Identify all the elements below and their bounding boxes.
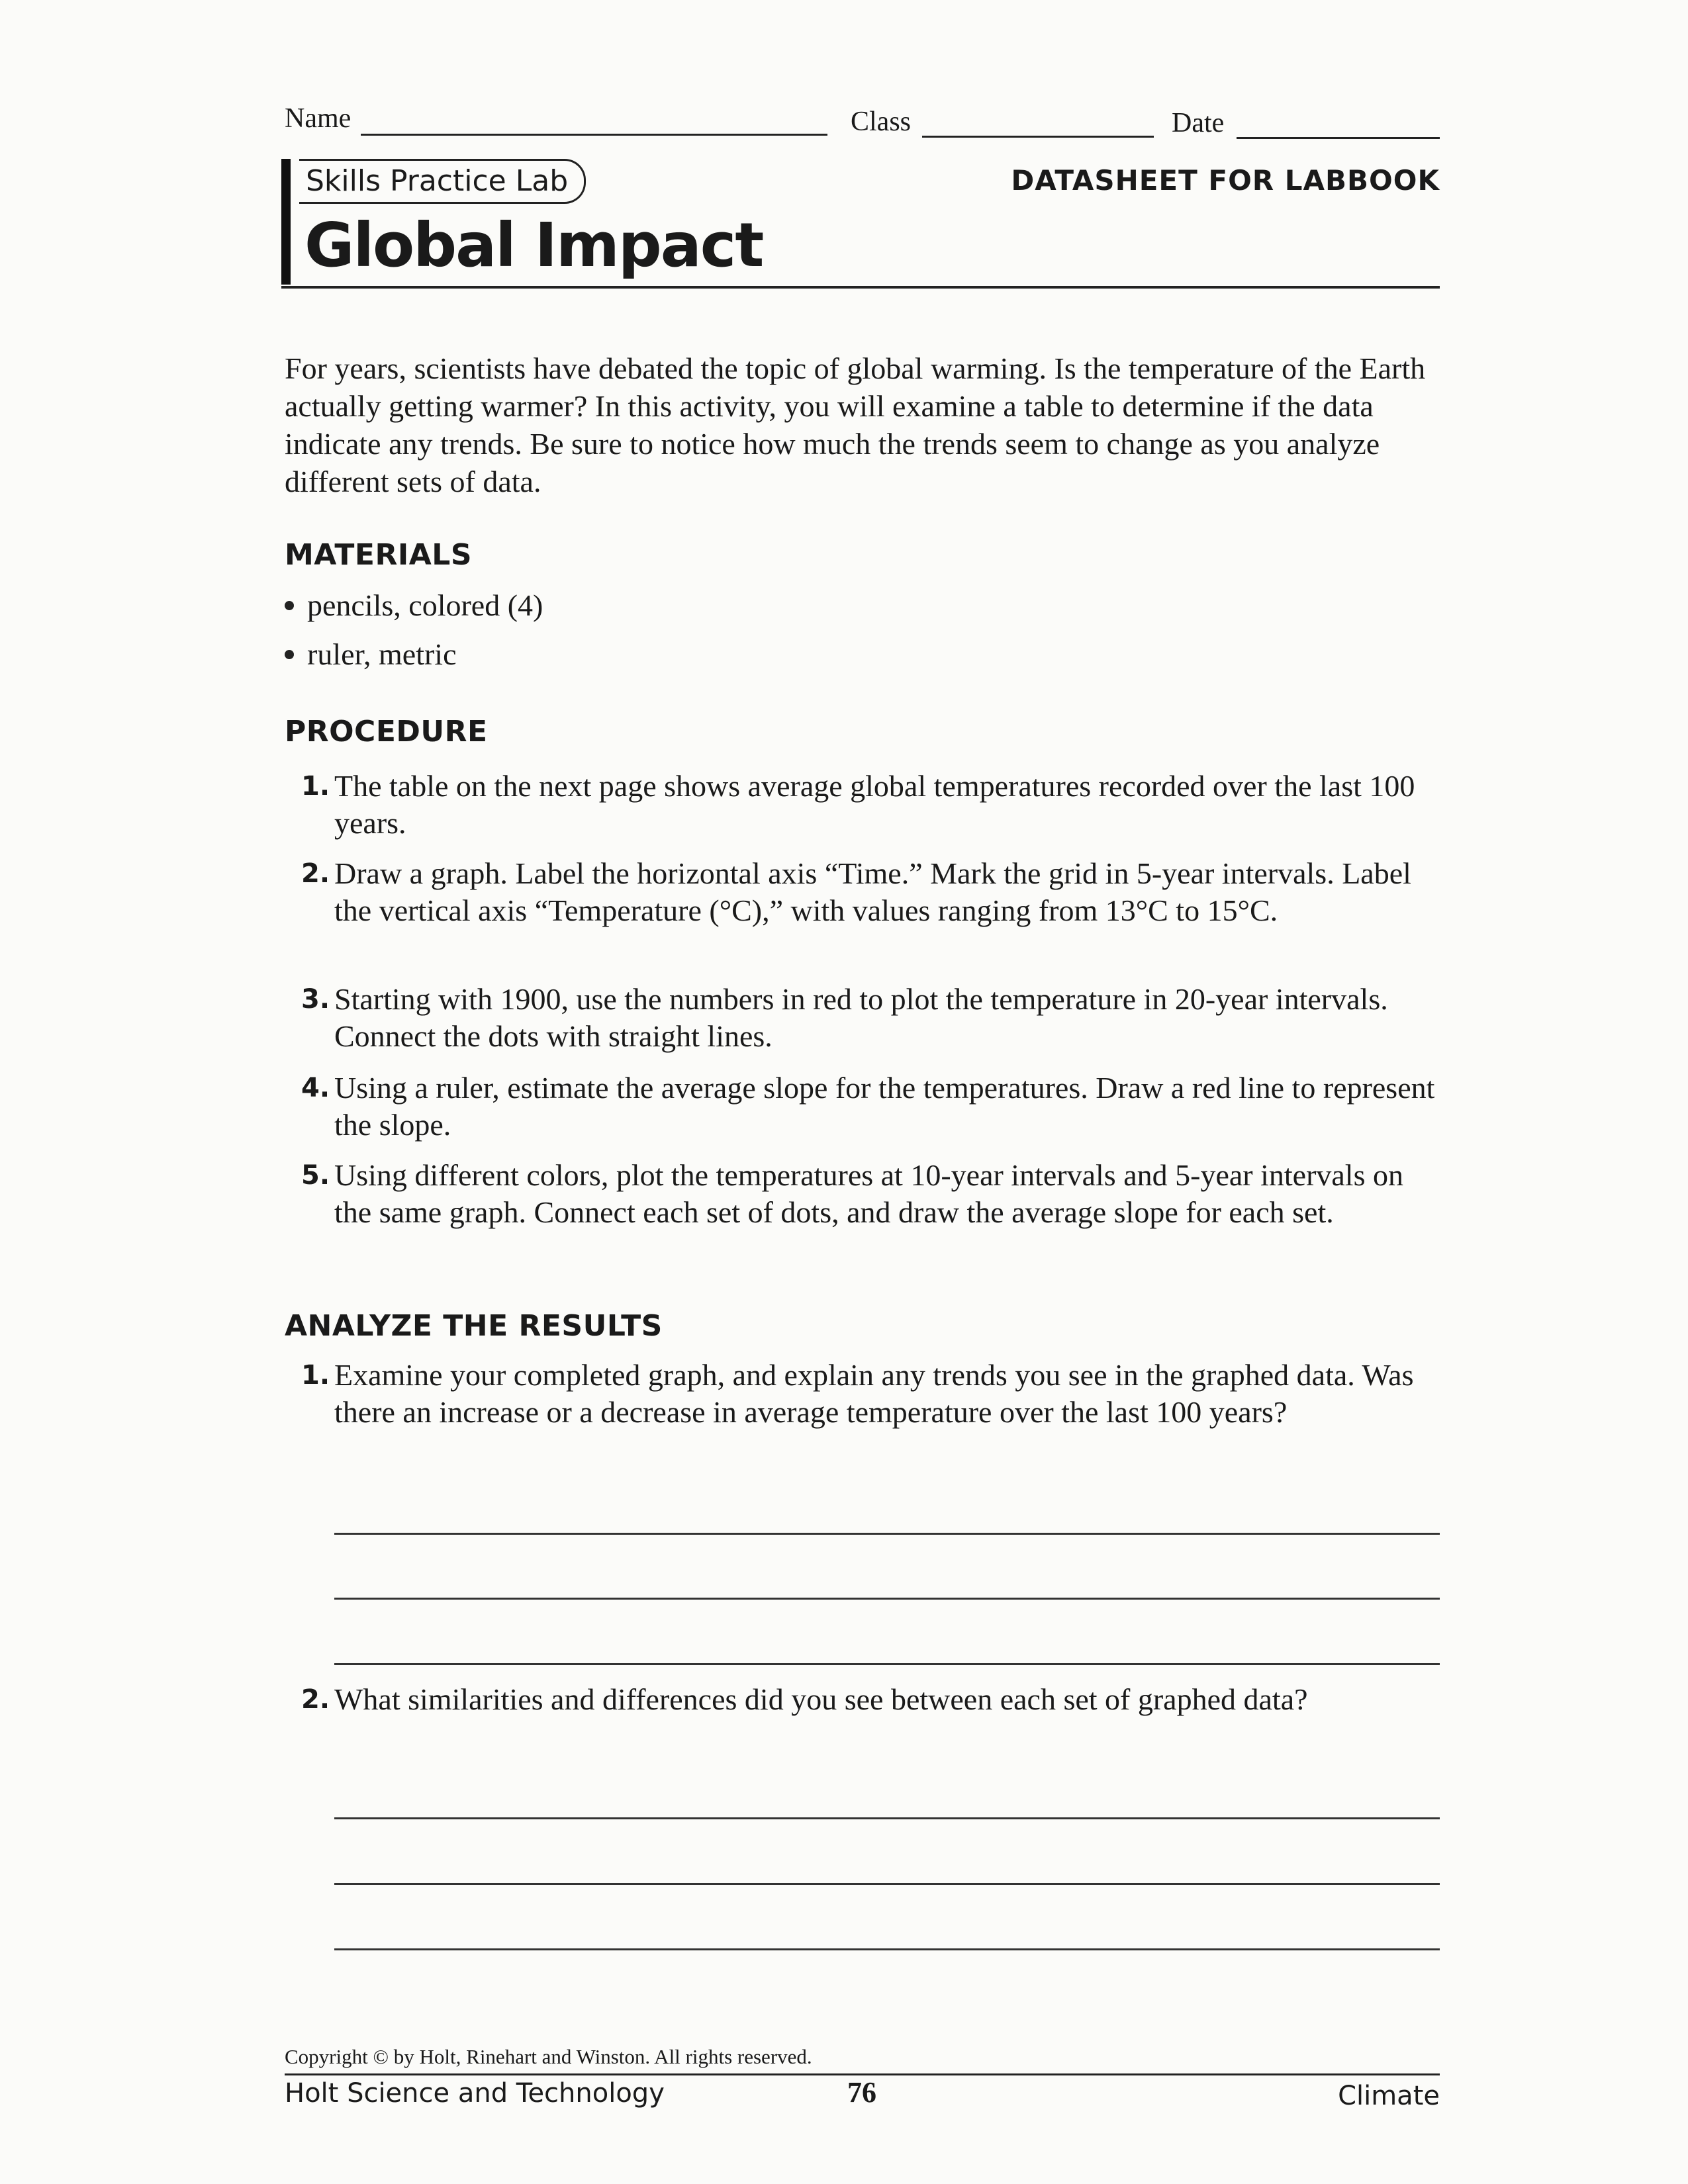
page-number: 76 [847, 2076, 876, 2109]
datasheet-label: DATASHEET FOR LABBOOK [1011, 164, 1440, 197]
step-text: Using different colors, plot the temperatures at 10-year intervals and 5-year intervals on the same graph. Connect each set of dots, and draw the average slope for each set. [334, 1158, 1403, 1229]
list-item-text: ruler, metric [307, 637, 457, 671]
step-text: The table on the next page shows average global temperatures recorded over the last 100 years. [334, 769, 1415, 840]
answer-line[interactable] [334, 1663, 1440, 1665]
copyright-notice: Copyright © by Holt, Rinehart and Winston. All rights reserved. [285, 2045, 812, 2068]
answer-line[interactable] [334, 1533, 1440, 1535]
class-field[interactable] [922, 136, 1154, 138]
answer-line[interactable] [334, 1817, 1440, 1819]
answer-line[interactable] [334, 1883, 1440, 1885]
procedure-step [301, 1157, 1440, 1231]
chapter-name: Climate [1338, 2081, 1440, 2111]
list-item [285, 588, 543, 623]
name-field[interactable] [361, 134, 827, 136]
bullet-icon [285, 601, 294, 610]
date-field[interactable] [1237, 137, 1440, 139]
procedure-heading: PROCEDURE [285, 715, 488, 749]
procedure-step [301, 981, 1440, 1055]
list-item-text: pencils, colored (4) [307, 588, 543, 622]
book-title: Holt Science and Technology [285, 2078, 665, 2109]
title-divider [281, 286, 1440, 289]
question-text: Examine your completed graph, and explain any trends you see in the graphed data. Was there an increase or a decrease in average temperature over the last 100 years? [334, 1358, 1414, 1429]
question-number: 2. [301, 1684, 330, 1715]
step-text: Starting with 1900, use the numbers in red to plot the temperature in 20-year intervals. Connect the dots with straight lines. [334, 982, 1388, 1053]
question [301, 1357, 1440, 1431]
question [301, 1681, 1440, 1718]
answer-line[interactable] [334, 1948, 1440, 1950]
step-text: Using a ruler, estimate the average slope for the temperatures. Draw a red line to represent the slope. [334, 1071, 1435, 1142]
question-text: What similarities and differences did you see between each set of graphed data? [334, 1682, 1308, 1716]
page-title: Global Impact [305, 210, 763, 281]
step-number: 2. [301, 858, 330, 889]
procedure-step [301, 855, 1440, 929]
date-label: Date [1172, 108, 1225, 138]
step-text: Draw a graph. Label the horizontal axis “Time.” Mark the grid in 5-year intervals. Label the vertical axis “Temperature (°C),” with values ranging from 13°C to 15°C. [334, 856, 1411, 927]
class-label: Class [851, 107, 912, 137]
procedure-step [301, 1069, 1440, 1144]
list-item [285, 637, 457, 672]
bullet-icon [285, 650, 294, 659]
step-number: 3. [301, 984, 330, 1015]
title-accent-bar [281, 159, 291, 285]
lab-type-tag: Skills Practice Lab [299, 159, 586, 204]
answer-line[interactable] [334, 1598, 1440, 1600]
name-label: Name [285, 103, 352, 134]
question-number: 1. [301, 1360, 330, 1390]
procedure-step [301, 768, 1440, 842]
step-number: 1. [301, 771, 330, 801]
step-number: 4. [301, 1073, 330, 1103]
materials-heading: MATERIALS [285, 538, 473, 572]
analyze-heading: ANALYZE THE RESULTS [285, 1309, 663, 1343]
step-number: 5. [301, 1160, 330, 1191]
intro-paragraph: For years, scientists have debated the topic of global warming. Is the temperature of the Earth actually getting warmer? In this activity, you will examine a table to determine if the data indicate any trends. Be sure to notice how much the trends seem to change as you analyze different sets of data. [285, 351, 1426, 498]
